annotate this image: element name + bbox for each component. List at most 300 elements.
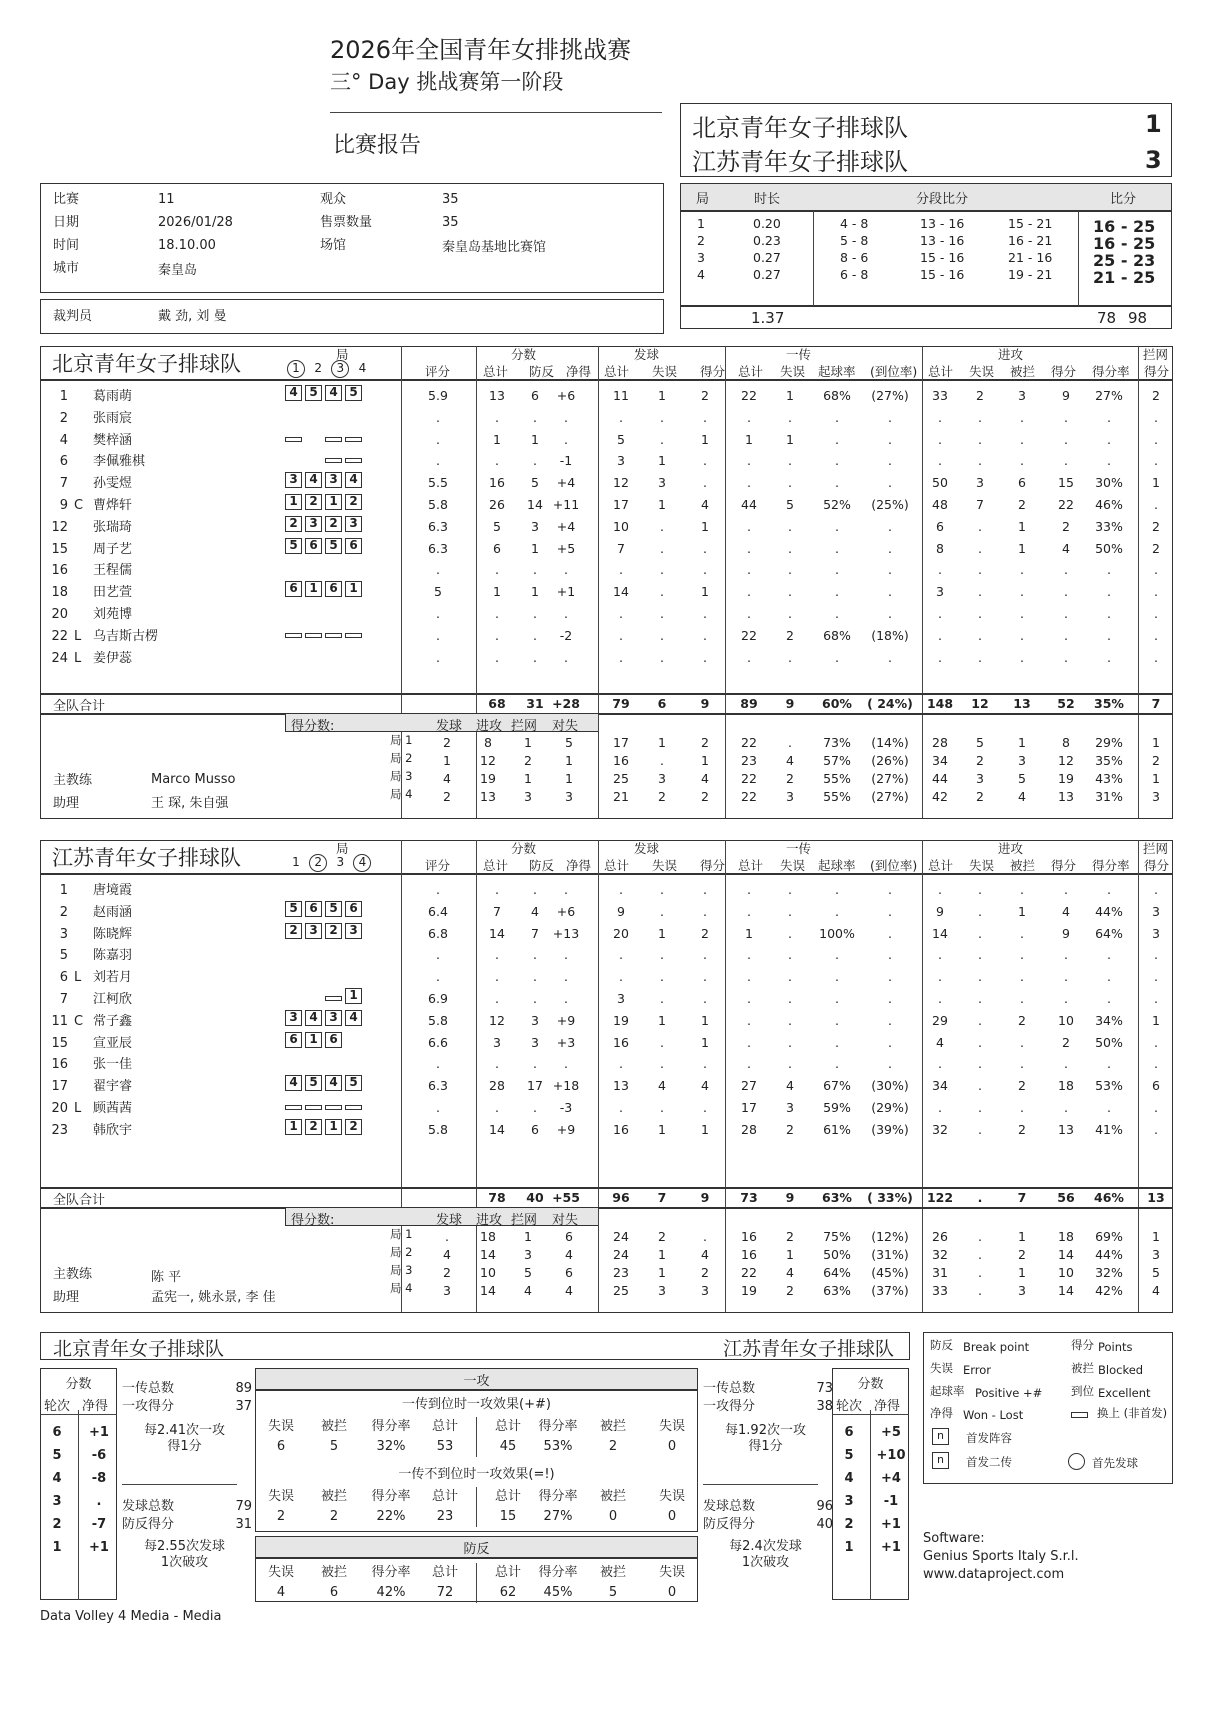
stat-cell: 1 bbox=[531, 540, 539, 556]
assistant-coaches: 孟宪一, 姚永景, 李 佳 bbox=[151, 1290, 276, 1305]
col-score: 分数 bbox=[511, 841, 537, 856]
stat-cell: 1 bbox=[1152, 1012, 1160, 1028]
set-stat-cell: 32 bbox=[932, 1247, 948, 1262]
stat-cell: . bbox=[1064, 969, 1068, 985]
stat-cell: . bbox=[938, 947, 942, 963]
stat-cell: 22 bbox=[1058, 497, 1074, 512]
stat-cell: . bbox=[564, 947, 568, 963]
set-points-cell: 3 bbox=[443, 1283, 451, 1298]
set-stat-cell: 44 bbox=[932, 771, 948, 786]
summary-col-head: 得分率 bbox=[538, 1489, 578, 1504]
fa-points: 38 bbox=[816, 1399, 833, 1414]
stat-cell: . bbox=[533, 562, 537, 578]
set-stat-cell: . bbox=[788, 735, 792, 750]
stat-cell: . bbox=[1107, 453, 1111, 469]
set-stat-cell: 3 bbox=[1018, 753, 1026, 768]
summary-value: 53 bbox=[436, 1439, 454, 1454]
subhead-pct: 得分率 bbox=[1092, 364, 1130, 379]
stat-cell: 27% bbox=[1095, 388, 1123, 403]
stat-cell: 5.8 bbox=[428, 1121, 448, 1137]
match-date: 2026/01/28 bbox=[158, 215, 233, 230]
stat-cell: 7 bbox=[531, 925, 539, 941]
total-cell: ( 33%) bbox=[867, 1190, 913, 1205]
starting-position: 6 bbox=[285, 581, 302, 597]
total-cell: 63% bbox=[822, 1190, 852, 1205]
stat-cell: 1 bbox=[493, 584, 501, 600]
stat-cell: . bbox=[495, 947, 499, 963]
rot-line bbox=[40, 1414, 117, 1415]
stat-cell: 3 bbox=[531, 518, 539, 534]
summary-value: 23 bbox=[436, 1509, 454, 1524]
set-stat-cell: 1 bbox=[701, 753, 709, 768]
starting-position: 4 bbox=[345, 472, 362, 488]
stat-cell: 16 bbox=[613, 1034, 629, 1050]
player-name: 韩欣宇 bbox=[93, 1122, 133, 1138]
points-opp-err: 对失 bbox=[552, 1213, 579, 1228]
summary-value: 0 bbox=[667, 1585, 677, 1600]
set-stat-cell: 23 bbox=[741, 753, 757, 768]
stat-cell: . bbox=[495, 1100, 499, 1115]
rotation-set-1: 1 bbox=[292, 855, 300, 869]
set-label: 局 2 bbox=[390, 751, 413, 765]
set-stat-cell: 18 bbox=[1058, 1229, 1074, 1244]
set-stat-cell: 63% bbox=[823, 1283, 851, 1298]
summary-col-head: 得分率 bbox=[371, 1489, 411, 1504]
subhead-wl: 净得 bbox=[566, 364, 592, 379]
stat-cell: . bbox=[619, 409, 623, 425]
serve-note2: 1次破攻 bbox=[160, 1555, 209, 1570]
set-stat-cell: 35% bbox=[1095, 753, 1123, 768]
assistant-label: 助理 bbox=[53, 796, 80, 811]
total-cell: 79 bbox=[612, 696, 630, 711]
referee-box bbox=[40, 299, 664, 334]
set-stat-cell: 1 bbox=[658, 1265, 666, 1280]
stat-cell: 2 bbox=[1152, 388, 1160, 403]
stat-cell: 16 bbox=[489, 475, 505, 491]
stat-cell: . bbox=[747, 453, 751, 469]
stat-cell: . bbox=[888, 562, 892, 578]
stat-cell: 19 bbox=[613, 1012, 629, 1028]
set-points-cell: 5 bbox=[524, 1265, 532, 1280]
stat-cell: 5.5 bbox=[428, 475, 448, 491]
stat-cell: . bbox=[1020, 969, 1024, 985]
subhead-pts: 得分 bbox=[700, 858, 726, 873]
stat-cell: 68% bbox=[823, 388, 851, 403]
set-stat-cell: 25 bbox=[613, 1283, 629, 1298]
stat-cell: +6 bbox=[556, 388, 576, 403]
set-stat-cell: . bbox=[978, 1229, 982, 1244]
starting-position: 5 bbox=[345, 385, 362, 401]
starting-position: 4 bbox=[325, 385, 342, 401]
stat-cell: 1 bbox=[531, 584, 539, 600]
starting-position: 5 bbox=[285, 538, 302, 554]
player-name: 李佩雅棋 bbox=[93, 454, 146, 470]
stat-cell: . bbox=[660, 562, 664, 578]
starting-position: 5 bbox=[305, 1075, 322, 1091]
stat-cell: 1 bbox=[701, 1034, 709, 1050]
starting-position: 2 bbox=[345, 494, 362, 510]
rotation-set-3: 3 bbox=[331, 360, 349, 378]
starting-position: 2 bbox=[305, 494, 322, 510]
stat-cell: -2 bbox=[559, 627, 573, 643]
recv-total: 89 bbox=[235, 1381, 252, 1396]
rotation-set-4: 4 bbox=[353, 854, 371, 872]
stat-cell: . bbox=[660, 882, 664, 897]
stat-cell: 4 bbox=[701, 497, 709, 512]
stat-cell: . bbox=[978, 562, 982, 578]
subhead-tot: 总计 bbox=[604, 858, 630, 873]
legend-value: Positive +# bbox=[975, 1386, 1043, 1400]
stat-cell: 1 bbox=[658, 388, 666, 403]
set-stat-cell: 29% bbox=[1095, 735, 1123, 750]
stat-cell: (18%) bbox=[871, 627, 909, 643]
set-partial-8: 8 - 6 bbox=[840, 250, 869, 265]
points-attack: 进攻 bbox=[476, 1213, 503, 1228]
set-partial-16: 15 - 16 bbox=[920, 250, 965, 265]
rot-divider bbox=[78, 1410, 79, 1600]
stat-cell: 6 bbox=[1018, 475, 1026, 491]
subhead-err: 失误 bbox=[780, 364, 806, 379]
subhead-pts: 得分 bbox=[1144, 364, 1170, 379]
stat-cell: . bbox=[1154, 584, 1158, 600]
starting-position: 1 bbox=[285, 1119, 302, 1135]
player-number: 3 bbox=[59, 926, 68, 942]
set-stat-cell: (27%) bbox=[871, 789, 909, 804]
stat-cell: . bbox=[495, 649, 499, 665]
stat-cell: 6 bbox=[531, 388, 539, 403]
substitute-marker bbox=[325, 458, 342, 463]
home-sets-won: 1 bbox=[1145, 110, 1162, 138]
summary-col-head: 被拦 bbox=[599, 1565, 626, 1580]
stat-cell: . bbox=[533, 649, 537, 665]
stat-cell: . bbox=[747, 584, 751, 600]
player-name: 曹烨轩 bbox=[93, 498, 133, 513]
player-rotation bbox=[285, 1097, 365, 1112]
player-rotation bbox=[285, 581, 365, 597]
stat-cell: . bbox=[835, 518, 839, 534]
subhead-pts: 得分 bbox=[1051, 364, 1077, 379]
stat-cell: . bbox=[1020, 649, 1024, 665]
set-stat-cell: 2 bbox=[976, 753, 984, 768]
stat-cell: . bbox=[533, 991, 537, 1006]
set-stat-cell: 19 bbox=[741, 1283, 757, 1298]
stat-cell: 16 bbox=[613, 1121, 629, 1137]
set-label: 局 4 bbox=[390, 787, 413, 801]
stat-cell: 1 bbox=[1018, 903, 1026, 919]
set-label: 局 1 bbox=[390, 733, 413, 747]
set-stat-cell: 16 bbox=[613, 753, 629, 768]
player-name: 刘若月 bbox=[93, 970, 133, 986]
stat-cell: . bbox=[938, 409, 942, 425]
legend-value: Points bbox=[1098, 1340, 1133, 1354]
stat-cell: 2 bbox=[701, 925, 709, 941]
set-stat-cell: 2 bbox=[658, 789, 666, 804]
starting-position: 4 bbox=[285, 1075, 302, 1091]
legend-key: 净得 bbox=[930, 1406, 953, 1420]
stat-cell: 5 bbox=[617, 431, 625, 447]
match-number: 11 bbox=[158, 192, 175, 207]
set-label: 局 3 bbox=[390, 1263, 413, 1277]
stat-cell: . bbox=[533, 606, 537, 621]
substitute-marker bbox=[305, 1105, 322, 1110]
rot-divider bbox=[870, 1410, 871, 1600]
stat-cell: . bbox=[564, 969, 568, 985]
stat-cell: +3 bbox=[556, 1034, 576, 1050]
stat-cell: 6 bbox=[493, 540, 501, 556]
venue-value: 秦皇岛基地比赛馆 bbox=[442, 240, 547, 255]
stat-cell: 41% bbox=[1095, 1121, 1123, 1137]
stat-cell: . bbox=[1154, 562, 1158, 578]
stat-cell: . bbox=[1020, 409, 1024, 425]
stat-cell: . bbox=[1064, 882, 1068, 897]
set-stat-cell: (14%) bbox=[871, 735, 909, 750]
stat-cell: . bbox=[495, 991, 499, 1006]
stat-cell: 13 bbox=[1058, 1121, 1074, 1137]
stat-cell: . bbox=[747, 947, 751, 963]
stat-cell: . bbox=[660, 969, 664, 985]
stat-cell: . bbox=[703, 475, 707, 491]
set-stat-cell: 69% bbox=[1095, 1229, 1123, 1244]
stat-cell: . bbox=[533, 627, 537, 643]
stat-cell: 8 bbox=[936, 540, 944, 556]
player-number: 18 bbox=[51, 585, 68, 601]
rot-head-rotation: 轮次 bbox=[836, 1399, 863, 1414]
set-stat-cell: . bbox=[978, 1247, 982, 1262]
stat-cell: 17 bbox=[527, 1078, 543, 1094]
total-cell: 35% bbox=[1094, 696, 1124, 711]
summary-col-head: 被拦 bbox=[320, 1489, 347, 1504]
serve-note: 每2.4次发球 bbox=[729, 1539, 802, 1554]
stat-cell: 14 bbox=[489, 1121, 505, 1137]
stat-cell: . bbox=[888, 453, 892, 469]
rotation-number: 1 bbox=[844, 1540, 854, 1555]
player-number: 7 bbox=[59, 476, 68, 492]
substitute-marker bbox=[305, 633, 322, 638]
set-points-cell: 19 bbox=[480, 771, 496, 786]
rotation-set-2: 2 bbox=[309, 854, 327, 872]
set-stat-cell: 10 bbox=[1058, 1265, 1074, 1280]
starting-position: 4 bbox=[305, 1010, 322, 1026]
stat-cell: . bbox=[788, 1034, 792, 1050]
stat-cell: . bbox=[978, 882, 982, 897]
set-stat-cell: 4 bbox=[701, 771, 709, 786]
starting-position: 3 bbox=[345, 516, 362, 532]
summary-col-head: 被拦 bbox=[320, 1565, 347, 1580]
stat-cell: (39%) bbox=[871, 1121, 909, 1137]
set-points-cell: 1 bbox=[524, 1229, 532, 1244]
stat-cell: . bbox=[747, 882, 751, 897]
stat-cell: . bbox=[978, 627, 982, 643]
stat-cell: . bbox=[1020, 882, 1024, 897]
set-stat-cell: 19 bbox=[1058, 771, 1074, 786]
stat-cell: . bbox=[533, 1056, 537, 1072]
stat-cell: . bbox=[978, 1034, 982, 1050]
stat-cell: . bbox=[1020, 627, 1024, 643]
stat-cell: . bbox=[978, 409, 982, 425]
player-rotation bbox=[285, 472, 365, 488]
summary-divider bbox=[476, 1563, 477, 1603]
stat-cell: . bbox=[788, 903, 792, 919]
points-serve: 发球 bbox=[436, 1213, 463, 1228]
stat-cell: . bbox=[495, 882, 499, 897]
player-number: 22 bbox=[51, 628, 68, 644]
stat-cell: . bbox=[835, 540, 839, 556]
set-stat-cell: 3 bbox=[1152, 1247, 1160, 1262]
rot-head-net: 净得 bbox=[874, 1399, 901, 1414]
summary-value: 2 bbox=[608, 1439, 618, 1454]
stat-cell: . bbox=[564, 409, 568, 425]
summary-col-head: 总计 bbox=[431, 1565, 458, 1580]
stat-cell: . bbox=[835, 606, 839, 621]
set-points-cell: 4 bbox=[565, 1247, 573, 1262]
legend-key: 被拦 bbox=[1071, 1361, 1094, 1375]
stat-cell: . bbox=[1020, 606, 1024, 621]
player-rotation bbox=[285, 1032, 345, 1048]
software-company: Genius Sports Italy S.r.l. bbox=[923, 1549, 1079, 1564]
player-role: C bbox=[74, 498, 84, 513]
rotation-number: 4 bbox=[844, 1471, 854, 1486]
stat-cell: . bbox=[703, 606, 707, 621]
stat-cell: . bbox=[835, 475, 839, 491]
set-stat-cell: 24 bbox=[613, 1229, 629, 1244]
starting-position: 6 bbox=[325, 1032, 342, 1048]
stat-cell: . bbox=[436, 606, 440, 621]
stat-cell: . bbox=[788, 1056, 792, 1072]
stat-cell: 3 bbox=[617, 991, 625, 1006]
set-stat-cell: 16 bbox=[741, 1247, 757, 1262]
col-serve: 发球 bbox=[634, 347, 660, 362]
col-block: 拦网 bbox=[1143, 347, 1169, 362]
stat-cell: 6.8 bbox=[428, 925, 448, 941]
points-serve: 发球 bbox=[436, 719, 463, 734]
set-stat-cell: 2 bbox=[701, 789, 709, 804]
col-reception: 一传 bbox=[786, 841, 812, 856]
stat-cell: . bbox=[436, 627, 440, 643]
stat-cell: . bbox=[788, 584, 792, 600]
set-stat-cell: 5 bbox=[976, 735, 984, 750]
rotation-net: +1 bbox=[89, 1540, 109, 1555]
stat-cell: . bbox=[703, 903, 707, 919]
substitute-marker bbox=[325, 633, 342, 638]
stat-cell: . bbox=[703, 453, 707, 469]
rotation-order bbox=[287, 360, 371, 378]
stat-cell: 32 bbox=[932, 1121, 948, 1137]
stat-cell: 5 bbox=[786, 497, 794, 512]
stat-cell: 1 bbox=[658, 1121, 666, 1137]
total-cell: 9 bbox=[785, 696, 795, 711]
stat-cell: . bbox=[1107, 947, 1111, 963]
subhead-exc: (到位率) bbox=[870, 364, 918, 379]
stat-cell: . bbox=[619, 947, 623, 963]
starting-position: 1 bbox=[285, 494, 302, 510]
stat-cell: . bbox=[938, 1056, 942, 1072]
stat-cell: . bbox=[788, 540, 792, 556]
subhead-blo: 被拦 bbox=[1010, 364, 1036, 379]
stat-cell: . bbox=[788, 1012, 792, 1028]
stat-cell: . bbox=[660, 903, 664, 919]
stat-cell: . bbox=[1064, 649, 1068, 665]
player-rotation bbox=[285, 538, 365, 554]
stat-cell: 7 bbox=[493, 903, 501, 919]
stat-cell: . bbox=[564, 1056, 568, 1072]
stat-cell: 2 bbox=[1018, 1121, 1026, 1137]
stat-cell: 5 bbox=[434, 584, 442, 600]
points-opp-err: 对失 bbox=[552, 719, 579, 734]
set-stat-cell: 2 bbox=[1152, 753, 1160, 768]
stat-cell: 6.9 bbox=[428, 991, 448, 1006]
set-points-cell: 4 bbox=[524, 1283, 532, 1298]
stat-cell: 100% bbox=[819, 925, 855, 941]
set-stat-cell: 2 bbox=[1018, 1247, 1026, 1262]
starting-position: 5 bbox=[325, 901, 342, 917]
player-rotation bbox=[285, 1119, 365, 1135]
player-name: 乌吉斯古楞 bbox=[93, 628, 159, 644]
summary-col-head: 失误 bbox=[267, 1419, 294, 1434]
stat-cell: . bbox=[436, 453, 440, 469]
stat-cell: . bbox=[888, 1012, 892, 1028]
set-stat-cell: 4 bbox=[1018, 789, 1026, 804]
summary-divider bbox=[476, 1487, 477, 1527]
rotation-number: 6 bbox=[844, 1425, 854, 1440]
stat-cell: . bbox=[835, 584, 839, 600]
stat-cell: . bbox=[703, 540, 707, 556]
stat-cell: -1 bbox=[559, 453, 573, 469]
stat-cell: . bbox=[1107, 969, 1111, 985]
set-stat-cell: 17 bbox=[613, 735, 629, 750]
starting-position: 6 bbox=[325, 581, 342, 597]
rotation-net: +1 bbox=[89, 1425, 109, 1440]
stat-cell: 1 bbox=[701, 1121, 709, 1137]
stat-cell: (30%) bbox=[871, 1078, 909, 1094]
stat-cell: 6 bbox=[1152, 1078, 1160, 1094]
rotation-net: -7 bbox=[91, 1517, 107, 1532]
stat-cell: . bbox=[660, 431, 664, 447]
subhead-exc: (到位率) bbox=[870, 858, 918, 873]
bp-points-label: 防反得分 bbox=[703, 1517, 756, 1532]
col-block: 拦网 bbox=[1143, 841, 1169, 856]
set-stat-cell: 26 bbox=[932, 1229, 948, 1244]
player-role: L bbox=[74, 970, 82, 986]
substitute-marker bbox=[345, 458, 362, 463]
total-cell: 68 bbox=[488, 696, 506, 711]
total-cell: 73 bbox=[740, 1190, 758, 1205]
stat-cell: 68% bbox=[823, 627, 851, 643]
legend-value: Blocked bbox=[1098, 1363, 1144, 1377]
player-rotation bbox=[285, 494, 365, 510]
match-city: 秦皇岛 bbox=[158, 263, 198, 278]
stat-cell: . bbox=[835, 453, 839, 469]
rot-head-rotation: 轮次 bbox=[44, 1399, 71, 1414]
set-stat-cell: 3 bbox=[1152, 789, 1160, 804]
set-points-cell: 3 bbox=[524, 789, 532, 804]
player-number: 17 bbox=[51, 1079, 68, 1095]
rotation-number: 2 bbox=[52, 1517, 62, 1532]
set-stat-cell: 55% bbox=[823, 771, 851, 786]
set-duration: 0.27 bbox=[753, 250, 781, 265]
stat-cell: . bbox=[619, 562, 623, 578]
player-number: 23 bbox=[51, 1122, 68, 1138]
starting-position: 4 bbox=[285, 385, 302, 401]
legend-key: 失误 bbox=[930, 1361, 953, 1375]
set-stat-cell: 1 bbox=[1018, 1265, 1026, 1280]
stat-cell: . bbox=[747, 969, 751, 985]
stat-cell: . bbox=[1154, 1056, 1158, 1072]
stat-cell: . bbox=[1064, 1100, 1068, 1115]
stat-cell: 3 bbox=[531, 1034, 539, 1050]
starting-position: 3 bbox=[305, 923, 322, 939]
stat-cell: . bbox=[835, 649, 839, 665]
stat-cell: . bbox=[747, 562, 751, 578]
